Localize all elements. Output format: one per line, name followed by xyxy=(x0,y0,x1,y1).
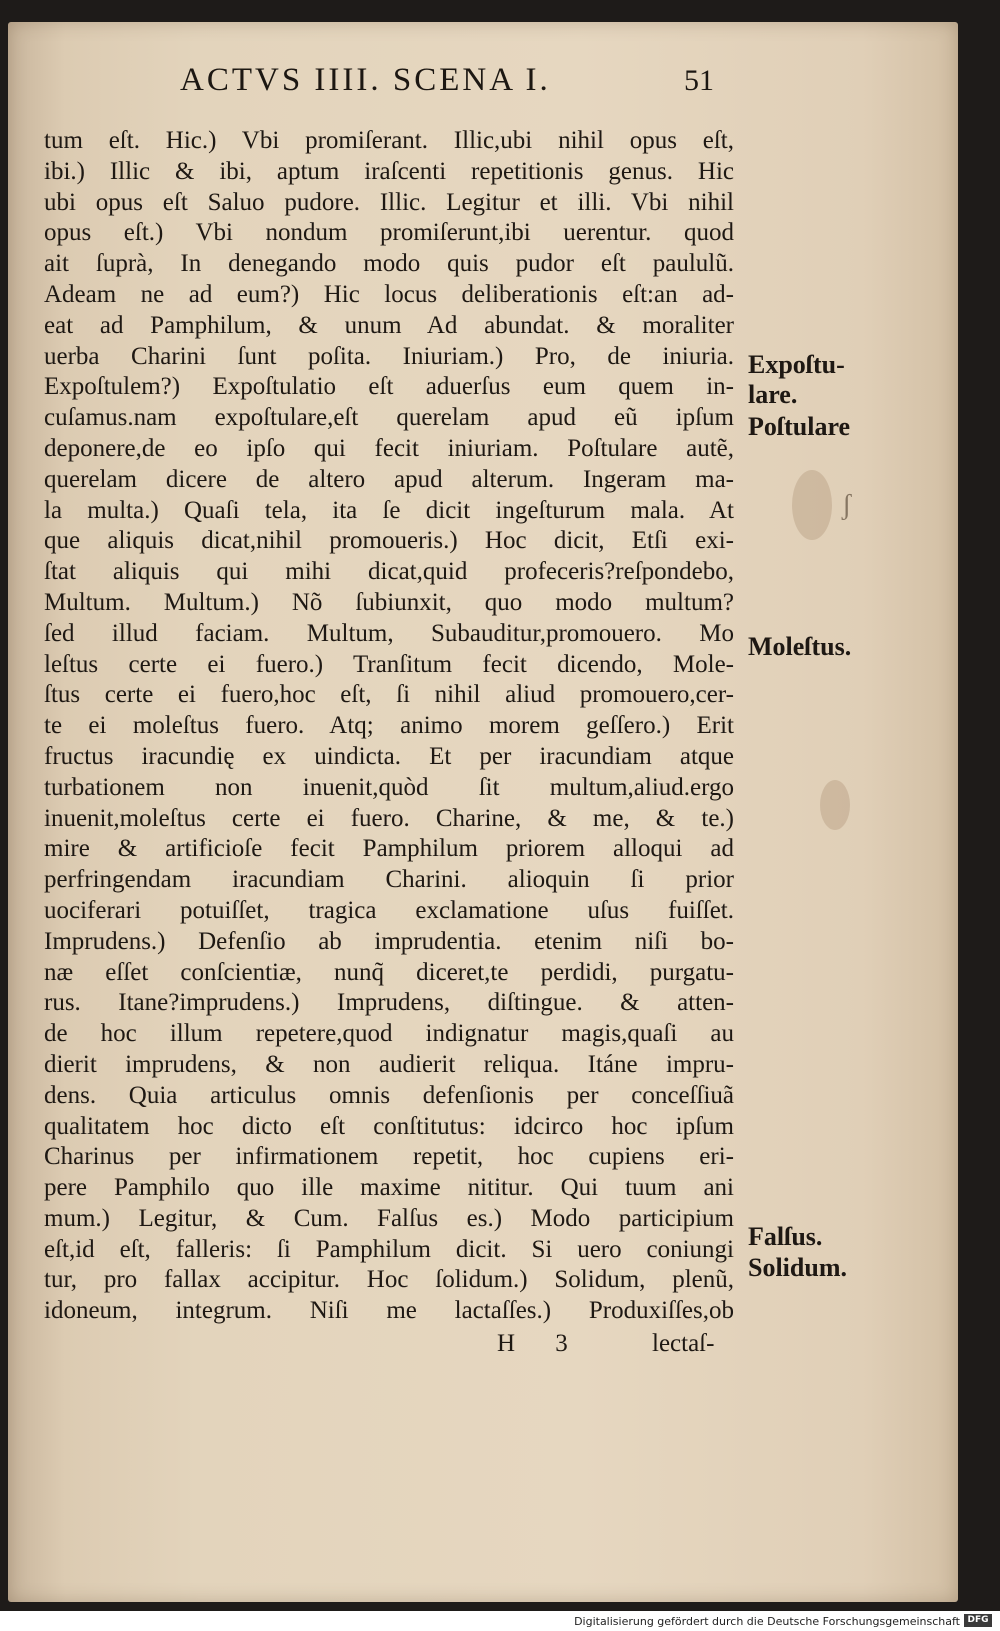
text-line: leſtus certe ei fuero.) Tranſitum fecit dicendo, Mole- xyxy=(44,650,734,678)
paper-stain xyxy=(792,470,832,540)
text-line: Charinus per infirmationem repetit, hoc cupiens eri- xyxy=(44,1143,734,1171)
text-line: ſed illud faciam. Multum, Subauditur,promouero. Mo xyxy=(44,619,734,647)
text-line: que aliquis dicat,nihil promoueris.) Hoc dicit, Etſi exi- xyxy=(44,527,734,555)
marginal-note-molestus: Moleſtus. xyxy=(748,632,852,661)
text-line: dierit imprudens, & non audierit reliqua. Itáne impru- xyxy=(44,1050,734,1078)
paper-stain xyxy=(820,780,850,830)
text-line: ait ſuprà, In denegando modo quis pudor eſt paululũ. xyxy=(44,250,734,278)
text-line: eſt,id eſt, falleris: ſi Pamphilum dicit. Si uero coniungi xyxy=(44,1235,734,1263)
text-line: pere Pamphilo quo ille maxime nititur. Qui tuum ani xyxy=(44,1174,734,1202)
text-line: deponere,de eo ipſo qui fecit iniuriam. Poſtulare autẽ, xyxy=(44,434,734,462)
ink-mark: ʃ xyxy=(842,490,852,521)
marginal-note-solidum: Solidum. xyxy=(748,1253,847,1282)
text-line: de hoc illum repetere,quod indignatur magis,quaſi au xyxy=(44,1020,734,1048)
text-line: Adeam ne ad eum?) Hic locus deliberationis eſt:an ad- xyxy=(44,280,734,308)
text-line: turbationem non inuenit,quòd ſit multum,aliud.ergo xyxy=(44,773,734,801)
text-line: cuſamus.nam expoſtulare,eſt querelam apud eũ ipſum xyxy=(44,404,734,432)
text-line: uerba Charini ſunt poſita. Iniuriam.) Pro, de iniuria. xyxy=(44,342,734,370)
text-line: perfringendam iracundiam Charini. alioquin ſi prior xyxy=(44,866,734,894)
text-line: fructus iracundię ex uindicta. Et per iracundiam atque xyxy=(44,742,734,770)
text-line: ubi opus eſt Saluo pudore. Illic. Legitur et illi. Vbi nihil xyxy=(44,188,734,216)
marginal-note-expostulare: Expoſtu- xyxy=(748,350,845,379)
text-line: mire & artificioſe fecit Pamphilum priorem alloqui ad xyxy=(44,835,734,863)
text-line: Expoſtulem?) Expoſtulatio eſt aduerſus eum quem in- xyxy=(44,373,734,401)
text-line: idoneum, integrum. Niſi me lactaſſes.) Produxiſſes,ob xyxy=(44,1297,734,1325)
text-line: uociferari potuiſſet, tragica exclamatione uſus fuiſſet. xyxy=(44,896,734,924)
text-line: querelam dicere de altero apud alterum. Ingeram ma- xyxy=(44,465,734,493)
text-line: tum eſt. Hic.) Vbi promiſerant. Illic,ubi nihil opus eſt, xyxy=(44,127,734,154)
text-line: mum.) Legitur, & Cum. Falſus es.) Modo participium xyxy=(44,1204,734,1232)
text-line: qualitatem hoc dicto eſt conſtitutus: idcirco hoc ipſum xyxy=(44,1112,734,1140)
text-line: ſtus certe ei fuero,hoc eſt, ſi nihil aliud promouero,cer- xyxy=(44,681,734,709)
text-line: Imprudens.) Defenſio ab imprudentia. etenim niſi bo- xyxy=(44,927,734,955)
text-line: rus. Itane?imprudens.) Imprudens, diſtingue. & atten- xyxy=(44,989,734,1017)
text-line: dens. Quia articulus omnis defenſionis per conceſſiuã xyxy=(44,1081,734,1109)
marginal-note-falsus: Falſus. xyxy=(748,1222,823,1251)
text-line: te ei moleſtus fuero. Atq; animo morem geſſero.) Erit xyxy=(44,712,734,740)
text-line: eat ad Pamphilum, & unum Ad abundat. & moraliter xyxy=(44,311,734,339)
text-line: ſtat aliquis qui mihi dicat,quid profeceris?reſpondebo, xyxy=(44,558,734,586)
text-line: inuenit,moleſtus certe ei fuero. Charine, & me, & te.) xyxy=(44,804,734,832)
dfg-logo-icon: DFG xyxy=(964,1614,992,1627)
text-line: opus eſt.) Vbi nondum promiſerunt,ibi uerentur. quod xyxy=(44,219,734,247)
text-line: tur, pro fallax accipitur. Hoc ſolidum.) Solidum, plenũ, xyxy=(44,1266,734,1294)
text-line: ibi.) Illic & ibi, aptum iraſcenti repetitionis genus. Hic xyxy=(44,157,734,185)
signature-mark: H 3 xyxy=(497,1330,568,1357)
commentary-text xyxy=(44,126,734,1327)
folio-number: 51 xyxy=(684,64,714,97)
text-line: Multum. Multum.) Nõ ſubiunxit, quo modo multum? xyxy=(44,588,734,616)
digitization-credit: Digitalisierung gefördert durch die Deutsche Forschungsgemeinschaft xyxy=(574,1615,960,1628)
text-line: la multa.) Quaſi tela, ita ſe dicit ingeſturum mala. At xyxy=(44,496,734,524)
text-line: næ eſſet conſcientiæ, nunq̃ diceret,te perdidi, purgatu- xyxy=(44,958,734,986)
catchword: lectaſ- xyxy=(652,1330,715,1357)
marginal-note-postulare: Poſtulare xyxy=(748,412,851,441)
marginal-note-expostulare-cont: lare. xyxy=(748,380,798,409)
running-title: ACTVS IIII. SCENA I. xyxy=(180,62,551,98)
